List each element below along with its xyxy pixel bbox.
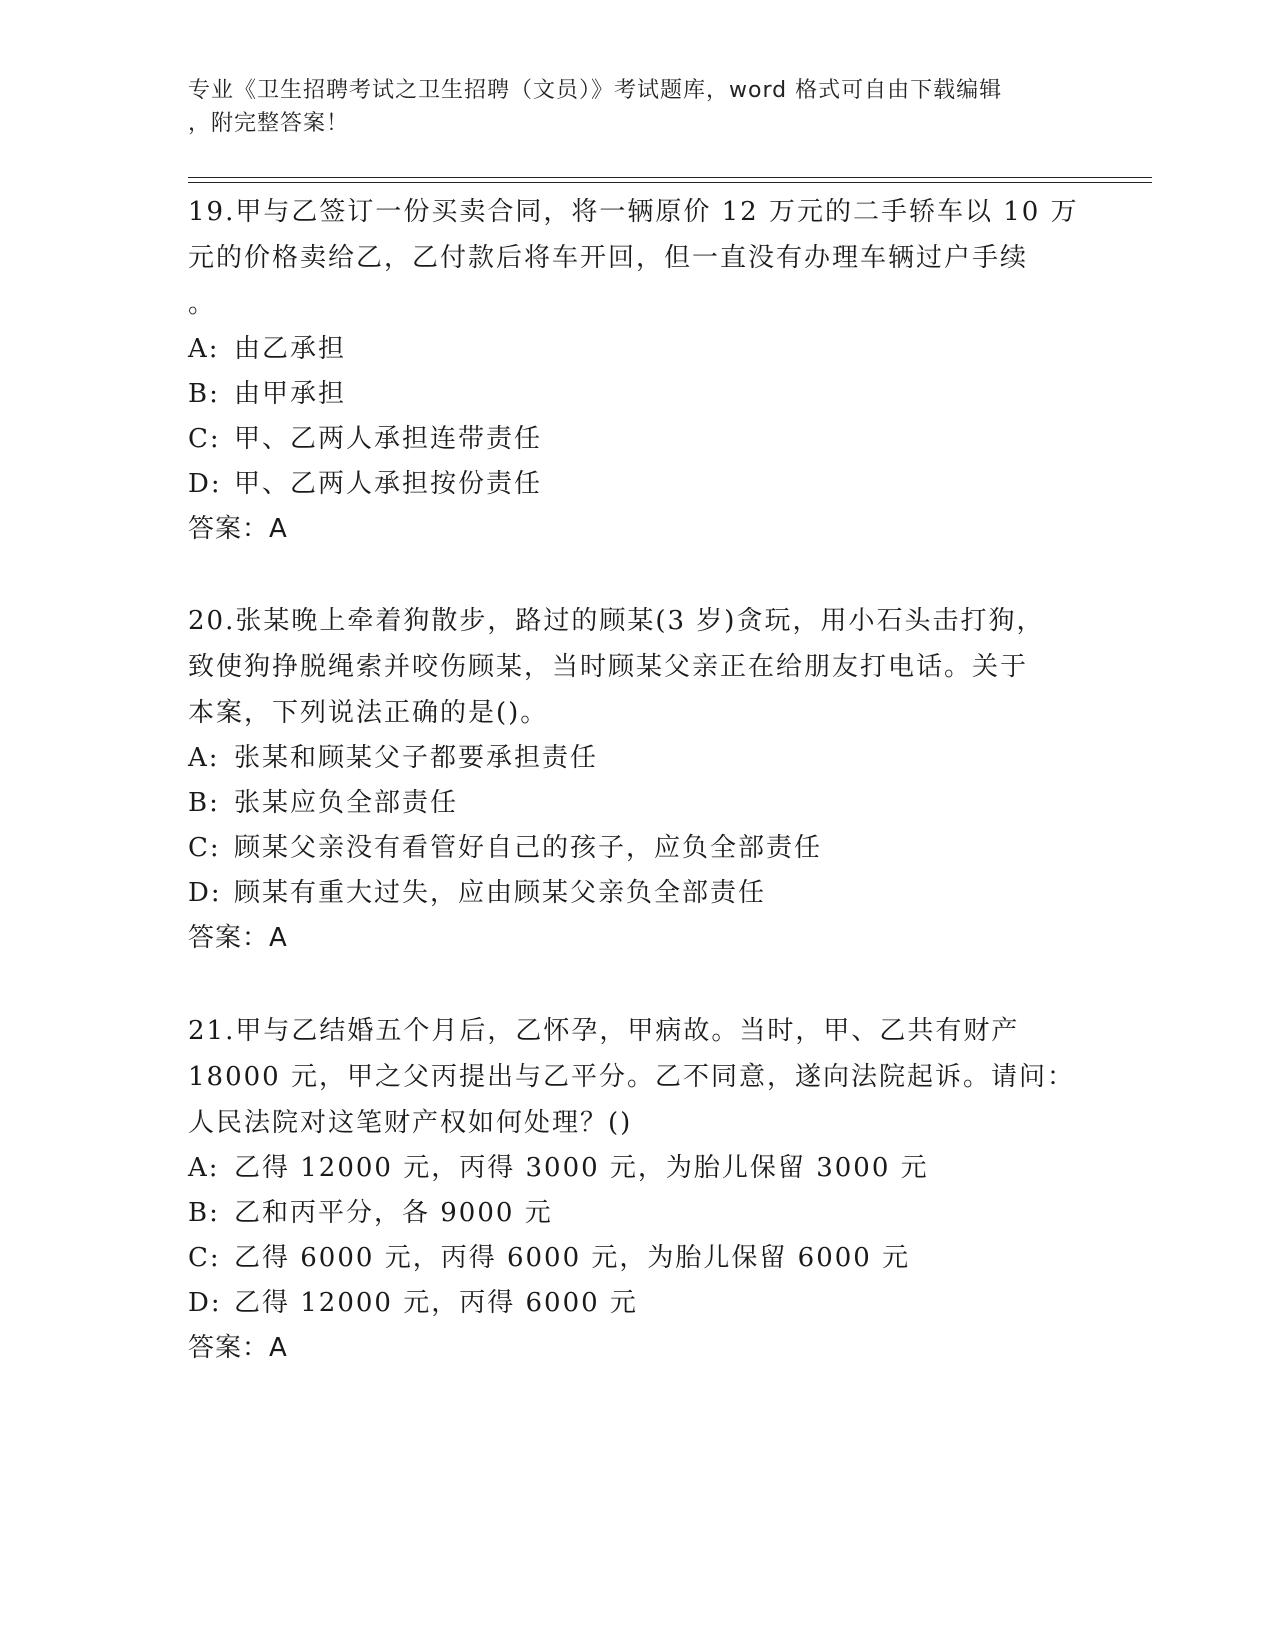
option-text: 乙得 6000 元，丙得 6000 元，为胎儿保留 6000 元 (234, 1243, 911, 1273)
option-d (188, 1281, 1088, 1326)
option-key: B: (188, 379, 220, 409)
option-text: 乙得 12000 元，丙得 6000 元 (234, 1288, 638, 1318)
option-text: 乙和丙平分，各 9000 元 (234, 1198, 553, 1228)
question-stem-line: 本案，下列说法正确的是()。 (188, 698, 549, 728)
option-text: 顾某父亲没有看管好自己的孩子，应负全部责任 (234, 833, 823, 863)
option-a (188, 736, 1088, 781)
question-stem-line: 致使狗挣脱绳索并咬伤顾某，当时顾某父亲正在给朋友打电话。关于 (188, 652, 1029, 682)
option-b (188, 781, 1088, 826)
answer-label: 答案：A (188, 923, 288, 953)
question-stem-line: 18000 元，甲之父丙提出与乙平分。乙不同意，遂向法院起诉。请问： (188, 1062, 1075, 1092)
option-text: 甲、乙两人承担连带责任 (234, 424, 543, 454)
question-stem-line: 21.甲与乙结婚五个月后，乙怀孕，甲病故。当时，甲、乙共有财产 (188, 1016, 1020, 1046)
option-text: 由甲承担 (234, 379, 347, 409)
option-key: D: (188, 469, 222, 499)
option-text: 由乙承担 (234, 334, 347, 364)
question-stem-line: 20.张某晚上牵着狗散步，路过的顾某(3 岁)贪玩，用小石头击打狗， (188, 606, 1045, 636)
option-key: A: (188, 1153, 220, 1183)
header-title-line-1: 专业《卫生招聘考试之卫生招聘（文员）》考试题库，word 格式可自由下载编辑 (188, 78, 1003, 103)
question-19 (188, 189, 1088, 552)
option-text: 乙得 12000 元，丙得 3000 元，为胎儿保留 3000 元 (234, 1153, 929, 1183)
option-text: 张某和顾某父子都要承担责任 (234, 743, 599, 773)
option-key: A: (188, 743, 220, 773)
document-header (188, 74, 1088, 140)
option-text: 甲、乙两人承担按份责任 (234, 469, 543, 499)
header-title-line-2: ，附完整答案！ (188, 111, 350, 136)
question-stem-line: 人民法院对这笔财产权如何处理？() (188, 1108, 633, 1138)
option-c (188, 417, 1088, 462)
option-b (188, 372, 1088, 417)
option-c (188, 826, 1088, 871)
option-key: D: (188, 878, 222, 908)
answer-label: 答案：A (188, 1333, 288, 1363)
question-20 (188, 598, 1088, 961)
question-stem-line: 。 (188, 289, 217, 319)
header-double-rule (188, 177, 1152, 183)
option-d (188, 462, 1088, 507)
question-stem-line: 19.甲与乙签订一份买卖合同，将一辆原价 12 万元的二手轿车以 10 万 (188, 197, 1079, 227)
option-text: 张某应负全部责任 (234, 788, 459, 818)
answer-label: 答案：A (188, 514, 288, 544)
option-text: 顾某有重大过失，应由顾某父亲负全部责任 (234, 878, 767, 908)
option-key: C: (188, 1243, 221, 1273)
option-b (188, 1191, 1088, 1236)
option-c (188, 1236, 1088, 1281)
question-stem-line: 元的价格卖给乙，乙付款后将车开回，但一直没有办理车辆过户手续 (188, 243, 1029, 273)
option-key: C: (188, 424, 221, 454)
option-d (188, 871, 1088, 916)
option-key: D: (188, 1288, 222, 1318)
option-a (188, 1146, 1088, 1191)
option-key: B: (188, 788, 220, 818)
option-key: C: (188, 833, 221, 863)
question-21 (188, 1008, 1088, 1371)
option-key: B: (188, 1198, 220, 1228)
option-key: A: (188, 334, 220, 364)
option-a (188, 327, 1088, 372)
